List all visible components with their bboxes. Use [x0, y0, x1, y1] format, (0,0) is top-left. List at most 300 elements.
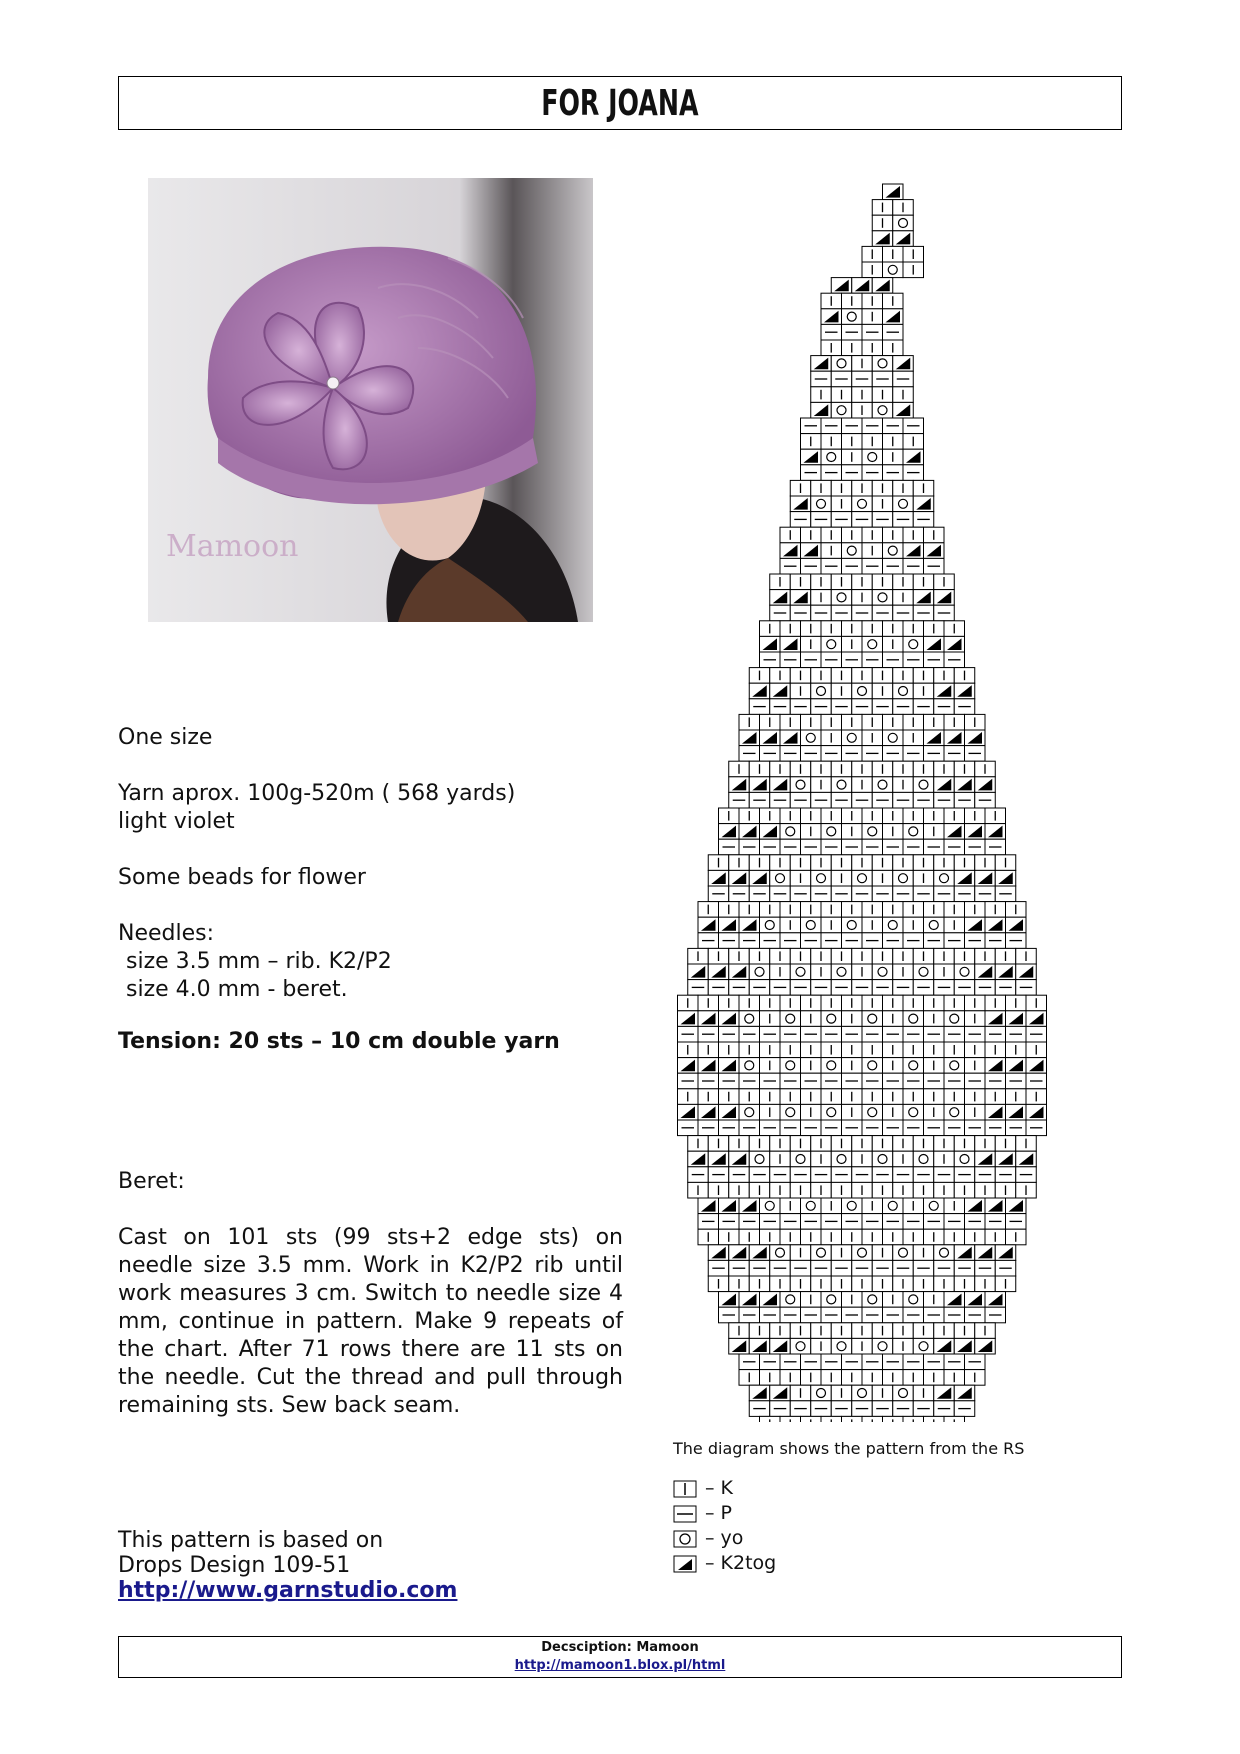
chart-stitch [903, 1026, 924, 1042]
chart-stitch [872, 200, 893, 216]
chart-stitch [708, 948, 729, 964]
chart-stitch [985, 917, 1006, 933]
chart-stitch [770, 980, 791, 996]
knitting-chart [640, 182, 1085, 1422]
chart-stitch [842, 293, 863, 309]
title-box [118, 76, 1122, 130]
chart-stitch [811, 699, 832, 715]
chart-stitch [708, 1260, 729, 1276]
chart-stitch [903, 902, 924, 918]
chart-stitch [883, 246, 904, 262]
chart-stitch [811, 496, 832, 512]
chart-stitch [749, 777, 770, 793]
chart-stitch [883, 621, 904, 637]
chart-stitch [893, 792, 914, 808]
chart-stitch [770, 886, 791, 902]
chart-stitch [913, 1323, 934, 1339]
chart-stitch [801, 1214, 822, 1230]
chart-stitch [801, 652, 822, 668]
chart-stitch [852, 870, 873, 886]
chart-stitch [862, 1229, 883, 1245]
chart-stitch [893, 1260, 914, 1276]
chart-stitch [883, 465, 904, 481]
chart-stitch [934, 792, 955, 808]
chart-stitch [842, 1198, 863, 1214]
chart-stitch [893, 1182, 914, 1198]
chart-stitch [801, 933, 822, 949]
chart-stitch [739, 1042, 760, 1058]
chart-stitch [770, 1245, 791, 1261]
chart-stitch [821, 824, 842, 840]
chart-stitch [872, 683, 893, 699]
chart-stitch [862, 839, 883, 855]
chart-stitch [944, 933, 965, 949]
chart-stitch [1026, 1026, 1047, 1042]
chart-stitch [821, 1214, 842, 1230]
chart-stitch [801, 1026, 822, 1042]
chart-stitch [954, 886, 975, 902]
chart-stitch [903, 1073, 924, 1089]
chart-stitch [883, 995, 904, 1011]
chart-stitch [913, 886, 934, 902]
tension-text: Tension: 20 sts – 10 cm double yarn [118, 1029, 560, 1054]
chart-stitch [852, 605, 873, 621]
chart-stitch [760, 1307, 781, 1323]
chart-stitch [872, 1167, 893, 1183]
chart-stitch [739, 808, 760, 824]
chart-stitch [852, 1401, 873, 1417]
chart-stitch [801, 1120, 822, 1136]
chart-stitch [965, 730, 986, 746]
chart-stitch [934, 870, 955, 886]
chart-stitch [842, 917, 863, 933]
chart-stitch [934, 1136, 955, 1152]
chart-stitch [903, 434, 924, 450]
chart-stitch [893, 371, 914, 387]
chart-stitch [678, 1058, 699, 1074]
chart-stitch [770, 605, 791, 621]
chart-stitch [801, 824, 822, 840]
chart-stitch [729, 1136, 750, 1152]
chart-stitch [934, 1385, 955, 1401]
chart-stitch [790, 980, 811, 996]
chart-stitch [749, 980, 770, 996]
chart-stitch [985, 808, 1006, 824]
chart-stitch [719, 1292, 740, 1308]
chart-stitch [708, 870, 729, 886]
chart-stitch [1006, 1073, 1027, 1089]
chart-stitch [893, 886, 914, 902]
chart-stitch [995, 1245, 1016, 1261]
chart-stitch [719, 1042, 740, 1058]
chart-stitch [903, 1354, 924, 1370]
chart-stitch [842, 1073, 863, 1089]
footer-link[interactable]: http://mamoon1.blox.pl/html [514, 1658, 726, 1673]
chart-stitch [893, 948, 914, 964]
chart-stitch [801, 730, 822, 746]
chart-stitch [872, 278, 893, 294]
chart-stitch [801, 1104, 822, 1120]
chart-stitch [913, 605, 934, 621]
chart-stitch [842, 1011, 863, 1027]
chart-stitch [760, 730, 781, 746]
chart-stitch [903, 1198, 924, 1214]
chart-stitch [965, 746, 986, 762]
chart-stitch [883, 746, 904, 762]
chart-stitch [688, 1182, 709, 1198]
chart-stitch [821, 1307, 842, 1323]
chart-stitch [872, 1338, 893, 1354]
chart-stitch [975, 980, 996, 996]
chart-stitch [790, 1385, 811, 1401]
chart-stitch [760, 1229, 781, 1245]
chart-stitch [944, 808, 965, 824]
chart-stitch [893, 215, 914, 231]
chart-stitch [719, 933, 740, 949]
chart-stitch [729, 1182, 750, 1198]
chart-stitch [842, 652, 863, 668]
chart-stitch [790, 964, 811, 980]
chart-stitch [903, 449, 924, 465]
chart-stitch [831, 278, 852, 294]
chart-stitch [965, 1214, 986, 1230]
chart-stitch [944, 636, 965, 652]
chart-stitch [913, 1245, 934, 1261]
chart-stitch [801, 746, 822, 762]
purl-symbol-icon [673, 1505, 697, 1523]
chart-stitch [760, 1370, 781, 1386]
chart-stitch [790, 948, 811, 964]
chart-stitch [975, 1338, 996, 1354]
chart-stitch [1006, 995, 1027, 1011]
chart-stitch [913, 948, 934, 964]
legend-label-yo: – yo [705, 1527, 744, 1549]
chart-stitch [883, 1198, 904, 1214]
chart-stitch [954, 1136, 975, 1152]
chart-stitch [954, 668, 975, 684]
chart-stitch [862, 1011, 883, 1027]
chart-stitch [893, 590, 914, 606]
chart-stitch [739, 1307, 760, 1323]
chart-stitch [944, 1229, 965, 1245]
chart-stitch [862, 636, 883, 652]
chart-stitch [821, 730, 842, 746]
chart-stitch [852, 777, 873, 793]
chart-stitch [995, 886, 1016, 902]
chart-stitch [749, 948, 770, 964]
chart-stitch [893, 480, 914, 496]
chart-stitch [903, 1104, 924, 1120]
chart-stitch [924, 1120, 945, 1136]
chart-stitch [883, 1416, 904, 1422]
chart-stitch [749, 699, 770, 715]
chart-stitch [883, 1120, 904, 1136]
chart-stitch [862, 1026, 883, 1042]
legend-item-k2tog [673, 1551, 776, 1576]
chart-stitch [719, 1229, 740, 1245]
chart-stitch [903, 1214, 924, 1230]
chart-stitch [719, 1026, 740, 1042]
chart-stitch [872, 356, 893, 372]
chart-stitch [811, 1151, 832, 1167]
chart-stitch [924, 839, 945, 855]
chart-stitch [770, 1385, 791, 1401]
chart-stitch [862, 1354, 883, 1370]
chart-stitch [821, 746, 842, 762]
chart-stitch [944, 1214, 965, 1230]
chart-stitch [811, 1401, 832, 1417]
chart-stitch [872, 574, 893, 590]
chart-stitch [924, 824, 945, 840]
chart-stitch [770, 1260, 791, 1276]
chart-stitch [934, 777, 955, 793]
chart-stitch [770, 1182, 791, 1198]
chart-stitch [790, 870, 811, 886]
chart-stitch [780, 1198, 801, 1214]
chart-stitch [883, 418, 904, 434]
chart-stitch [903, 1058, 924, 1074]
chart-stitch [913, 1167, 934, 1183]
chart-stitch [811, 605, 832, 621]
chart-stitch [770, 1276, 791, 1292]
chart-stitch [729, 980, 750, 996]
chart-stitch [811, 371, 832, 387]
chart-stitch [842, 902, 863, 918]
chart-stitch [965, 1011, 986, 1027]
chart-stitch [852, 1245, 873, 1261]
chart-stitch [821, 527, 842, 543]
chart-stitch [903, 652, 924, 668]
chart-stitch [719, 808, 740, 824]
chart-stitch [903, 1229, 924, 1245]
chart-stitch [811, 1338, 832, 1354]
chart-stitch [739, 746, 760, 762]
chart-stitch [872, 387, 893, 403]
chart-stitch [965, 1120, 986, 1136]
chart-stitch [811, 356, 832, 372]
chart-stitch [872, 1385, 893, 1401]
chart-stitch [780, 1292, 801, 1308]
chart-stitch [893, 1245, 914, 1261]
chart-stitch [934, 1260, 955, 1276]
chart-stitch [698, 1229, 719, 1245]
chart-stitch [801, 1089, 822, 1105]
chart-stitch [719, 1089, 740, 1105]
chart-stitch [903, 465, 924, 481]
chart-stitch [801, 1073, 822, 1089]
chart-stitch [883, 636, 904, 652]
chart-stitch [708, 1182, 729, 1198]
chart-stitch [893, 964, 914, 980]
chart-stitch [1016, 1182, 1037, 1198]
chart-stitch [954, 777, 975, 793]
chart-stitch [842, 1229, 863, 1245]
chart-stitch [770, 1401, 791, 1417]
chart-stitch [924, 1026, 945, 1042]
chart-stitch [821, 1089, 842, 1105]
chart-stitch [842, 1026, 863, 1042]
chart-stitch [924, 714, 945, 730]
chart-stitch [872, 480, 893, 496]
chart-stitch [790, 590, 811, 606]
chart-stitch [852, 1136, 873, 1152]
chart-stitch [780, 1073, 801, 1089]
chart-stitch [872, 668, 893, 684]
chart-stitch [821, 1042, 842, 1058]
chart-stitch [729, 870, 750, 886]
chart-stitch [913, 1276, 934, 1292]
chart-stitch [975, 1136, 996, 1152]
chart-stitch [842, 418, 863, 434]
chart-stitch [852, 1260, 873, 1276]
chart-stitch [862, 933, 883, 949]
chart-stitch [944, 714, 965, 730]
chart-stitch [995, 1276, 1016, 1292]
chart-stitch [842, 1058, 863, 1074]
chart-stitch [913, 980, 934, 996]
chart-stitch [780, 636, 801, 652]
chart-stitch [821, 1058, 842, 1074]
chart-stitch [893, 402, 914, 418]
chart-stitch [780, 714, 801, 730]
chart-stitch [862, 465, 883, 481]
chart-stitch [811, 855, 832, 871]
chart-stitch [872, 964, 893, 980]
chart-stitch [924, 636, 945, 652]
chart-stitch [934, 964, 955, 980]
chart-stitch [924, 1307, 945, 1323]
chart-stitch [719, 824, 740, 840]
chart-stitch [852, 886, 873, 902]
chart-stitch [678, 1011, 699, 1027]
chart-stitch [893, 980, 914, 996]
chart-stitch [760, 1354, 781, 1370]
chart-stitch [831, 387, 852, 403]
chart-stitch [893, 683, 914, 699]
chart-stitch [924, 1214, 945, 1230]
chart-stitch [965, 1354, 986, 1370]
chart-stitch [698, 917, 719, 933]
chart-stitch [934, 683, 955, 699]
chart-stitch [903, 1089, 924, 1105]
chart-stitch [913, 512, 934, 528]
chart-stitch [913, 1401, 934, 1417]
chart-stitch [801, 839, 822, 855]
chart-stitch [842, 1307, 863, 1323]
chart-stitch [862, 1307, 883, 1323]
chart-stitch [770, 1167, 791, 1183]
chart-stitch [801, 636, 822, 652]
chart-stitch [790, 855, 811, 871]
chart-stitch [780, 1214, 801, 1230]
chart-stitch [811, 590, 832, 606]
chart-stitch [749, 761, 770, 777]
chart-stitch [903, 730, 924, 746]
chart-stitch [924, 543, 945, 559]
chart-stitch [872, 792, 893, 808]
chart-stitch [842, 465, 863, 481]
chart-stitch [811, 1260, 832, 1276]
chart-stitch [811, 668, 832, 684]
chart-stitch [770, 683, 791, 699]
beret-block [118, 1168, 623, 1420]
chart-stitch [780, 1307, 801, 1323]
chart-stitch [831, 496, 852, 512]
footer-description: Decsciption: Mamoon [541, 1640, 699, 1655]
chart-stitch [883, 652, 904, 668]
chart-stitch [903, 246, 924, 262]
chart-stitch [780, 527, 801, 543]
garnstudio-link[interactable]: http://www.garnstudio.com [118, 1578, 458, 1603]
chart-stitch [739, 1229, 760, 1245]
chart-stitch [811, 1136, 832, 1152]
chart-stitch [790, 1151, 811, 1167]
chart-stitch [924, 902, 945, 918]
chart-stitch [965, 839, 986, 855]
chart-stitch [965, 933, 986, 949]
beads-text: Some beads for flower [118, 865, 366, 890]
chart-stitch [729, 1167, 750, 1183]
chart-stitch [831, 371, 852, 387]
chart-stitch [739, 1058, 760, 1074]
chart-stitch [965, 1073, 986, 1089]
chart-stitch [924, 1073, 945, 1089]
chart-stitch [872, 605, 893, 621]
chart-stitch [842, 1120, 863, 1136]
chart-stitch [872, 948, 893, 964]
chart-stitch [811, 1167, 832, 1183]
chart-stitch [913, 777, 934, 793]
chart-stitch [852, 402, 873, 418]
chart-stitch [975, 761, 996, 777]
chart-stitch [770, 1151, 791, 1167]
chart-stitch [749, 683, 770, 699]
chart-stitch [913, 699, 934, 715]
chart-stitch [842, 558, 863, 574]
chart-stitch [729, 1338, 750, 1354]
chart-stitch [852, 1338, 873, 1354]
chart-stitch [965, 714, 986, 730]
chart-stitch [708, 1276, 729, 1292]
chart-stitch [883, 184, 904, 200]
chart-stitch [842, 636, 863, 652]
chart-stitch [831, 1182, 852, 1198]
chart-stitch [739, 1214, 760, 1230]
chart-stitch [852, 590, 873, 606]
chart-stitch [985, 933, 1006, 949]
chart-stitch [975, 870, 996, 886]
chart-stitch [934, 1338, 955, 1354]
chart-stitch [852, 948, 873, 964]
chart-stitch [842, 621, 863, 637]
chart-stitch [913, 1136, 934, 1152]
chart-stitch [883, 1058, 904, 1074]
chart-stitch [872, 402, 893, 418]
chart-stitch [954, 1323, 975, 1339]
chart-stitch [719, 1011, 740, 1027]
chart-stitch [893, 855, 914, 871]
chart-stitch [790, 1323, 811, 1339]
chart-stitch [975, 1167, 996, 1183]
chart-stitch [934, 574, 955, 590]
chart-stitch [698, 1073, 719, 1089]
chart-stitch [924, 527, 945, 543]
chart-stitch [924, 917, 945, 933]
source-block [118, 1528, 623, 1603]
chart-stitch [790, 1401, 811, 1417]
chart-stitch [903, 543, 924, 559]
chart-stitch [739, 1089, 760, 1105]
